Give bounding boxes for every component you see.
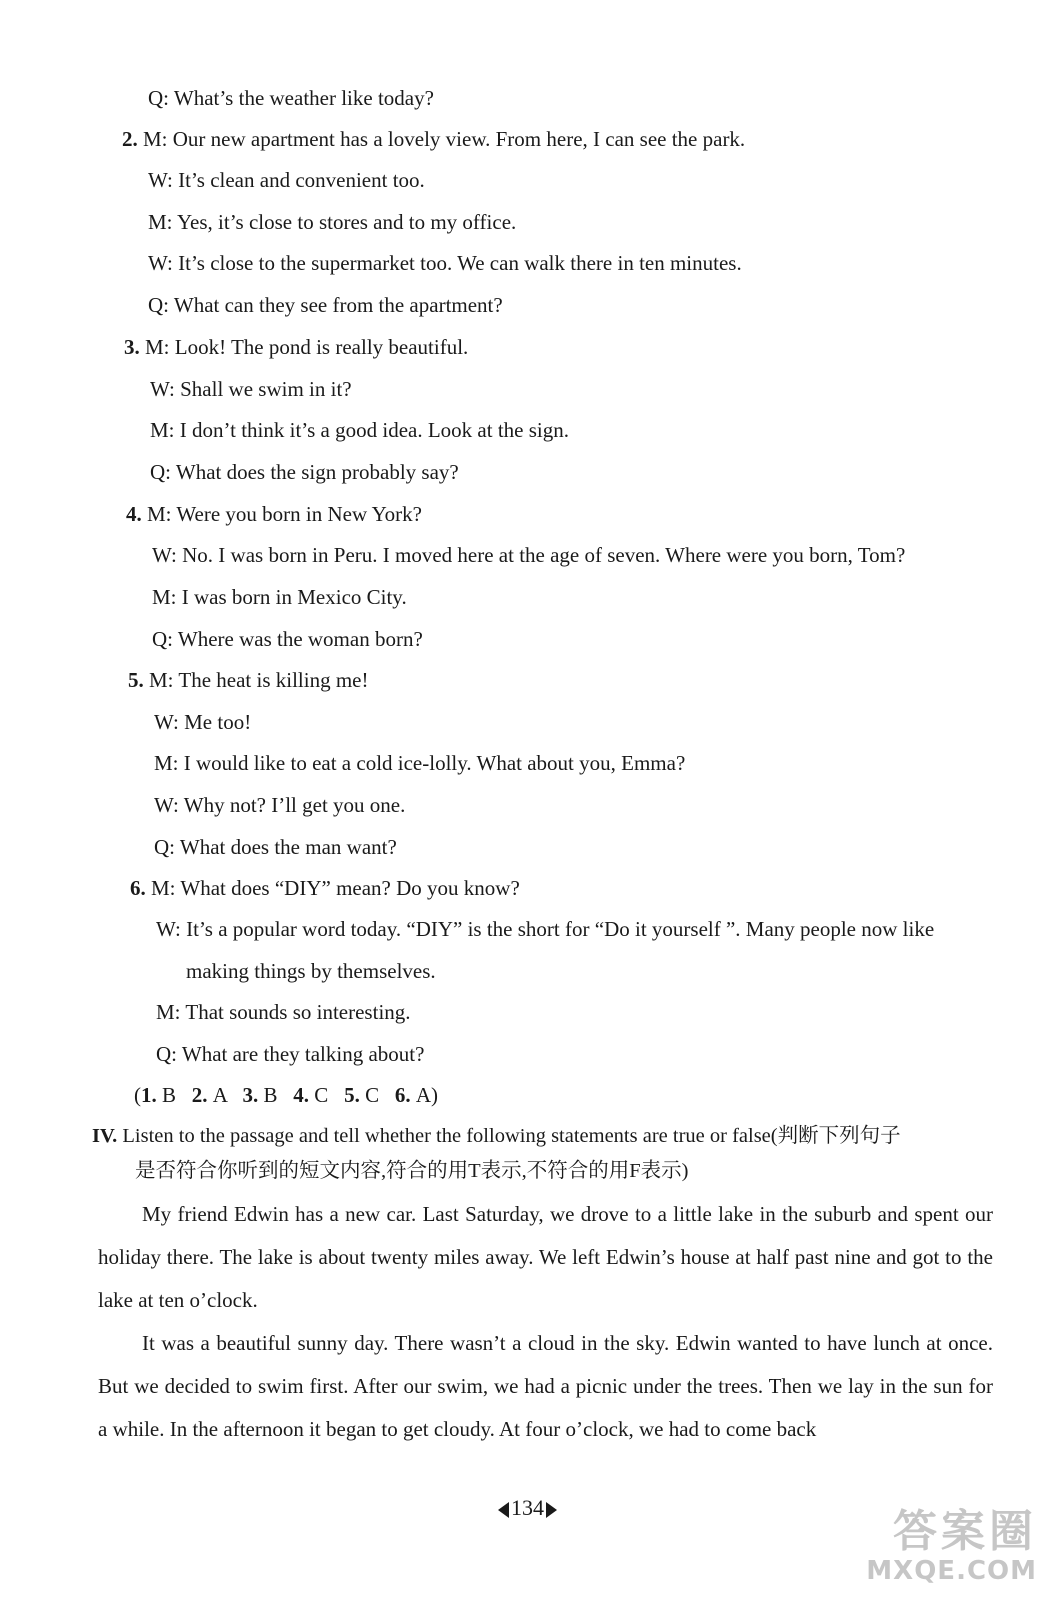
section-heading — [92, 1122, 901, 1150]
answer-number: 4. — [293, 1083, 310, 1107]
dialogue-line: making things by themselves. — [186, 959, 436, 983]
dialogue-line: W: It’s clean and convenient too. — [148, 168, 425, 192]
dialogue-line: M: Our new apartment has a lovely view. From here, I can see the park. — [143, 127, 746, 151]
dialogue-line: M: I would like to eat a cold ice-lolly. What about you, Emma? — [154, 751, 686, 775]
answer-letter: C — [314, 1083, 329, 1107]
dialogue-line: M: Look! The pond is really beautiful. — [145, 335, 469, 359]
dialogue-line: Q: What’s the weather like today? — [148, 86, 434, 110]
answer-letter: B — [162, 1083, 177, 1107]
section-instruction: Listen to the passage and tell whether the following statements are true or false(判断下列句子 — [122, 1125, 901, 1147]
dialogue-line: M: Were you born in New York? — [147, 502, 422, 526]
question-number: 5. — [128, 668, 144, 692]
dialogue-line: M: I was born in Mexico City. — [152, 585, 407, 609]
question-item-3 — [124, 333, 468, 361]
watermark-logo: 答案圈 — [893, 1506, 1037, 1557]
passage-paragraph: It was a beautiful sunny day. There wasn’t a cloud in the sky. Edwin wanted to have lunch at once. But we decided to swim first. After our swim, we had a picnic under the trees. Then we lay in the sun for a while. In the afternoon it began to get cloudy. At four o’clock, we had to come back — [98, 1331, 993, 1441]
watermark-url: MXQE.COM — [866, 1556, 1037, 1586]
passage-paragraph: My friend Edwin has a new car. Last Saturday, we drove to a little lake in the suburb and spent our holiday there. The lake is about twenty miles away. We left Edwin’s house at half past nine and got to the lake at ten o’clock. — [98, 1202, 993, 1312]
dialogue-line: W: It’s close to the supermarket too. We can walk there in ten minutes. — [148, 251, 742, 275]
watermark — [866, 1508, 1037, 1586]
question-item-5 — [128, 666, 369, 694]
question-number: 4. — [126, 502, 142, 526]
dialogue-line: M: The heat is killing me! — [149, 668, 369, 692]
question-item-2 — [122, 125, 745, 153]
left-arrow-icon — [498, 1502, 509, 1518]
dialogue-line: M: What does “DIY” mean? Do you know? — [151, 876, 520, 900]
dialogue-line: Q: What can they see from the apartment? — [148, 293, 503, 317]
dialogue-line: W: Shall we swim in it? — [150, 377, 352, 401]
answer-letter: A — [212, 1083, 227, 1107]
section-number: IV. — [92, 1125, 118, 1147]
answer-key-close: ) — [431, 1083, 438, 1107]
question-number: 2. — [122, 127, 138, 151]
dialogue-line: Q: Where was the woman born? — [152, 627, 423, 651]
dialogue-line: Q: What does the sign probably say? — [150, 460, 459, 484]
question-item-4 — [126, 500, 422, 528]
answer-number: 5. — [344, 1083, 360, 1107]
answer-letter: C — [365, 1083, 380, 1107]
dialogue-line: M: That sounds so interesting. — [156, 1000, 411, 1024]
answer-letter: B — [263, 1083, 278, 1107]
question-number: 6. — [130, 876, 146, 900]
dialogue-line: M: Yes, it’s close to stores and to my office. — [148, 210, 517, 234]
answer-key — [134, 1081, 438, 1109]
dialogue-line: W: It’s a popular word today. “DIY” is the short for “Do it yourself ”. Many people now like — [156, 917, 935, 941]
dialogue-line: Q: What are they talking about? — [156, 1042, 425, 1066]
dialogue-line: M: I don’t think it’s a good idea. Look at the sign. — [150, 418, 569, 442]
right-arrow-icon — [546, 1502, 557, 1518]
page-number-text: 134 — [511, 1495, 544, 1520]
question-item-6 — [130, 874, 520, 902]
section-instruction-continued: 是否符合你听到的短文内容,符合的用T表示,不符合的用F表示) — [135, 1160, 689, 1182]
question-number: 3. — [124, 335, 140, 359]
dialogue-line: W: Why not? I’ll get you one. — [154, 793, 406, 817]
answer-letter: A — [415, 1083, 431, 1107]
answer-number: 3. — [242, 1083, 259, 1107]
answer-number: 2. — [191, 1083, 208, 1107]
dialogue-line: W: No. I was born in Peru. I moved here at the age of seven. Where were you born, Tom? — [152, 543, 906, 567]
dialogue-line: W: Me too! — [154, 710, 252, 734]
answer-number: 6. — [394, 1083, 411, 1107]
answer-key-open: ( — [134, 1083, 141, 1107]
answer-number: 1. — [141, 1083, 157, 1107]
dialogue-line: Q: What does the man want? — [154, 835, 397, 859]
